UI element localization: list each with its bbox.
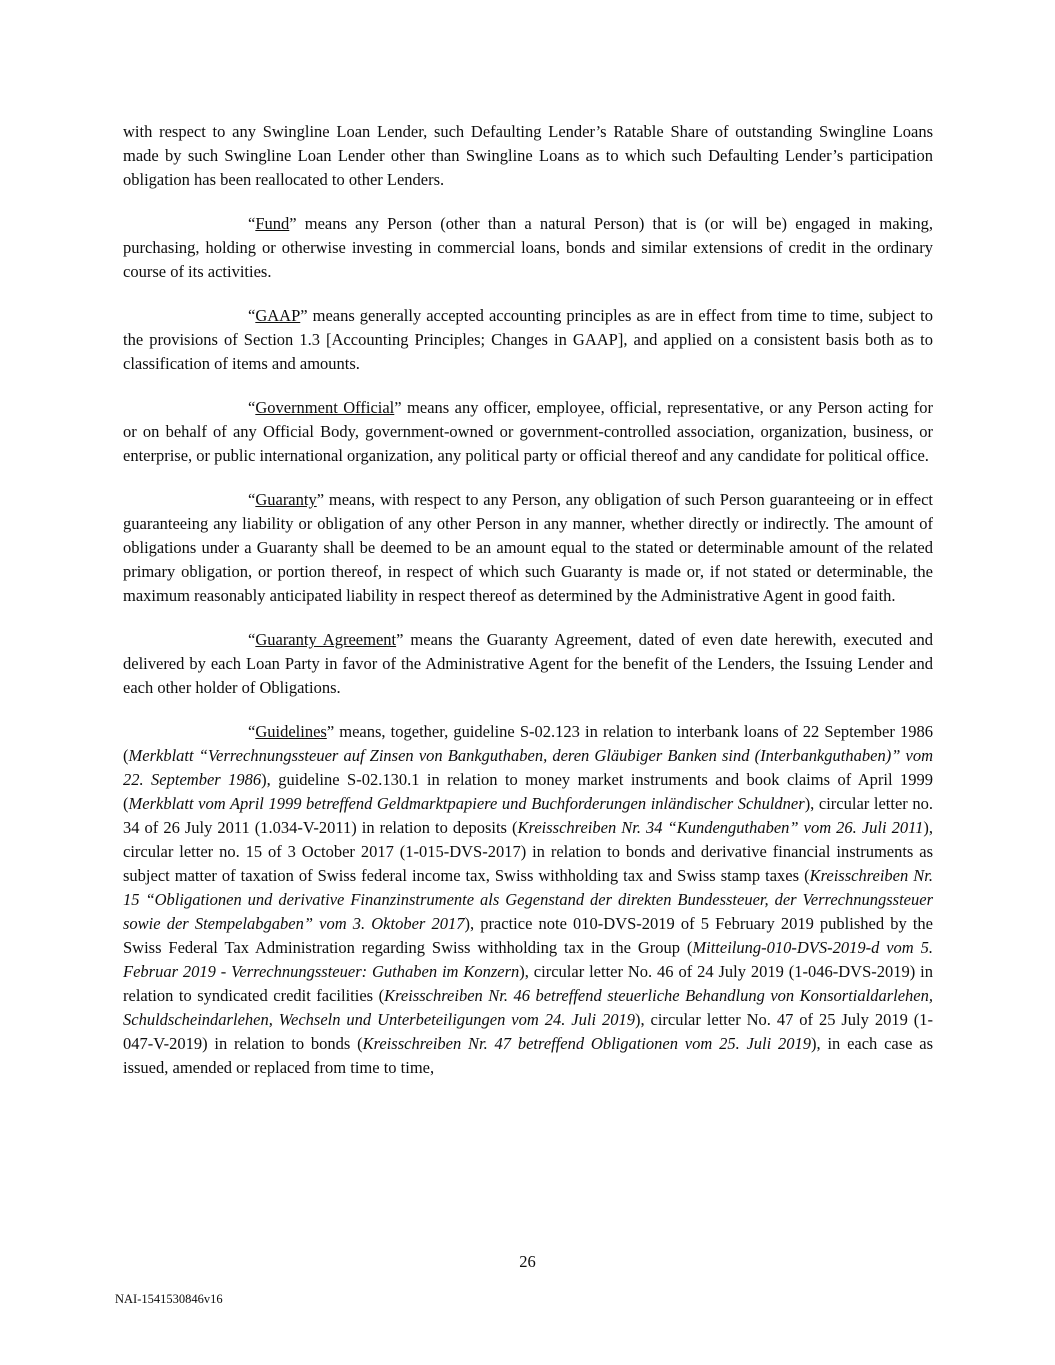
definition-guidelines: “Guidelines” means, together, guideline S-02.123 in relation to interbank loans of 22 September 1986 (Merkblatt “Verrechnungssteuer auf Zinsen von Bankguthaben, deren Gläubiger Banken sind (Interbankguthaben)” vom 22. September 1986), guideline S-02.130.1 in relation to money market instruments and book claims of April 1999 (Merkblatt vom April 1999 betreffend Geldmarktpapiere und Buchforderungen inländischer Schuldner), circular letter no. 34 of 26 July 2011 (1.034-V-2011) in relation to deposits (Kreisschreiben Nr. 34 “Kundenguthaben” vom 26. Juli 2011), circular letter no. 15 of 3 October 2017 (1-015-DVS-2017) in relation to bonds and derivative financial instruments as subject matter of taxation of Swiss federal income tax, Swiss withholding tax and Swiss stamp taxes (Kreisschreiben Nr. 15 “Obligationen und derivative Finanzinstrumente als Gegenstand der direkten Bundessteuer, der Verrechnungssteuer sowie der Stempelabgaben” vom 3. Oktober 2017), practice note 010-DVS-2019 of 5 February 2019 published by the Swiss Federal Tax Administration regarding Swiss withholding tax in the Group (Mitteilung-010-DVS-2019-d vom 5. Februar 2019 - Verrechnungssteuer: Guthaben im Konzern), circular letter No. 46 of 24 July 2019 (1-046-DVS-2019) in relation to syndicated credit facilities (Kreisschreiben Nr. 46 betreffend steuerliche Behandlung von Konsortialdarlehen, Schuldscheindarlehen, Wechseln und Unterbeteiligungen vom 24. Juli 2019), circular letter No. 47 of 25 July 2019 (1-047-V-2019) in relation to bonds (Kreisschreiben Nr. 47 betreffend Obligationen vom 25. Juli 2019), in each case as issued, amended or replaced from time to time, (123, 722, 934, 1077)
definition-guaranty: “Guaranty” means, with respect to any Person, any obligation of such Person guaranteeing or in effect guaranteeing any liability or obligation of any other Person in any manner, whether directly or indirectly. The amount of obligations under a Guaranty shall be deemed to be an amount equal to the stated or determinable amount of the related primary obligation, or portion thereof, in respect of which such Guaranty is made or, if not stated or determinable, the maximum reasonably anticipated liability in respect thereof as determined by the Administrative Agent in good faith. (123, 490, 933, 605)
definition-gaap: “GAAP” means generally accepted accounting principles as are in effect from time to time, subject to the provisions of Section 1.3 [Accounting Principles; Changes in GAAP], and applied on a consistent basis both as to classification of items and amounts. (123, 306, 933, 373)
page-number: 26 (519, 1252, 536, 1271)
document-id-footer: NAI-1541530846v16 (115, 1292, 223, 1306)
definition-guaranty-agreement: “Guaranty Agreement” means the Guaranty Agreement, dated of even date herewith, executed and delivered by each Loan Party in favor of the Administrative Agent for the benefit of the Lenders, the Issuing Lender and each other holder of Obligations. (123, 630, 933, 697)
document-body (123, 120, 933, 1100)
definition-fund: “Fund” means any Person (other than a natural Person) that is (or will be) engaged in making, purchasing, holding or otherwise investing in commercial loans, bonds and similar extensions of credit in the ordinary course of its activities. (123, 214, 933, 281)
continuation-paragraph: with respect to any Swingline Loan Lender, such Defaulting Lender’s Ratable Share of outstanding Swingline Loans made by such Swingline Loan Lender other than Swingline Loans as to which such Defaulting Lender’s participation obligation has been reallocated to other Lenders. (123, 122, 933, 189)
definition-government-official: “Government Official” means any officer, employee, official, representative, or any Person acting for or on behalf of any Official Body, government-owned or government-controlled association, organization, business, or enterprise, or public international organization, any political party or official thereof and any candidate for political office. (123, 398, 934, 465)
